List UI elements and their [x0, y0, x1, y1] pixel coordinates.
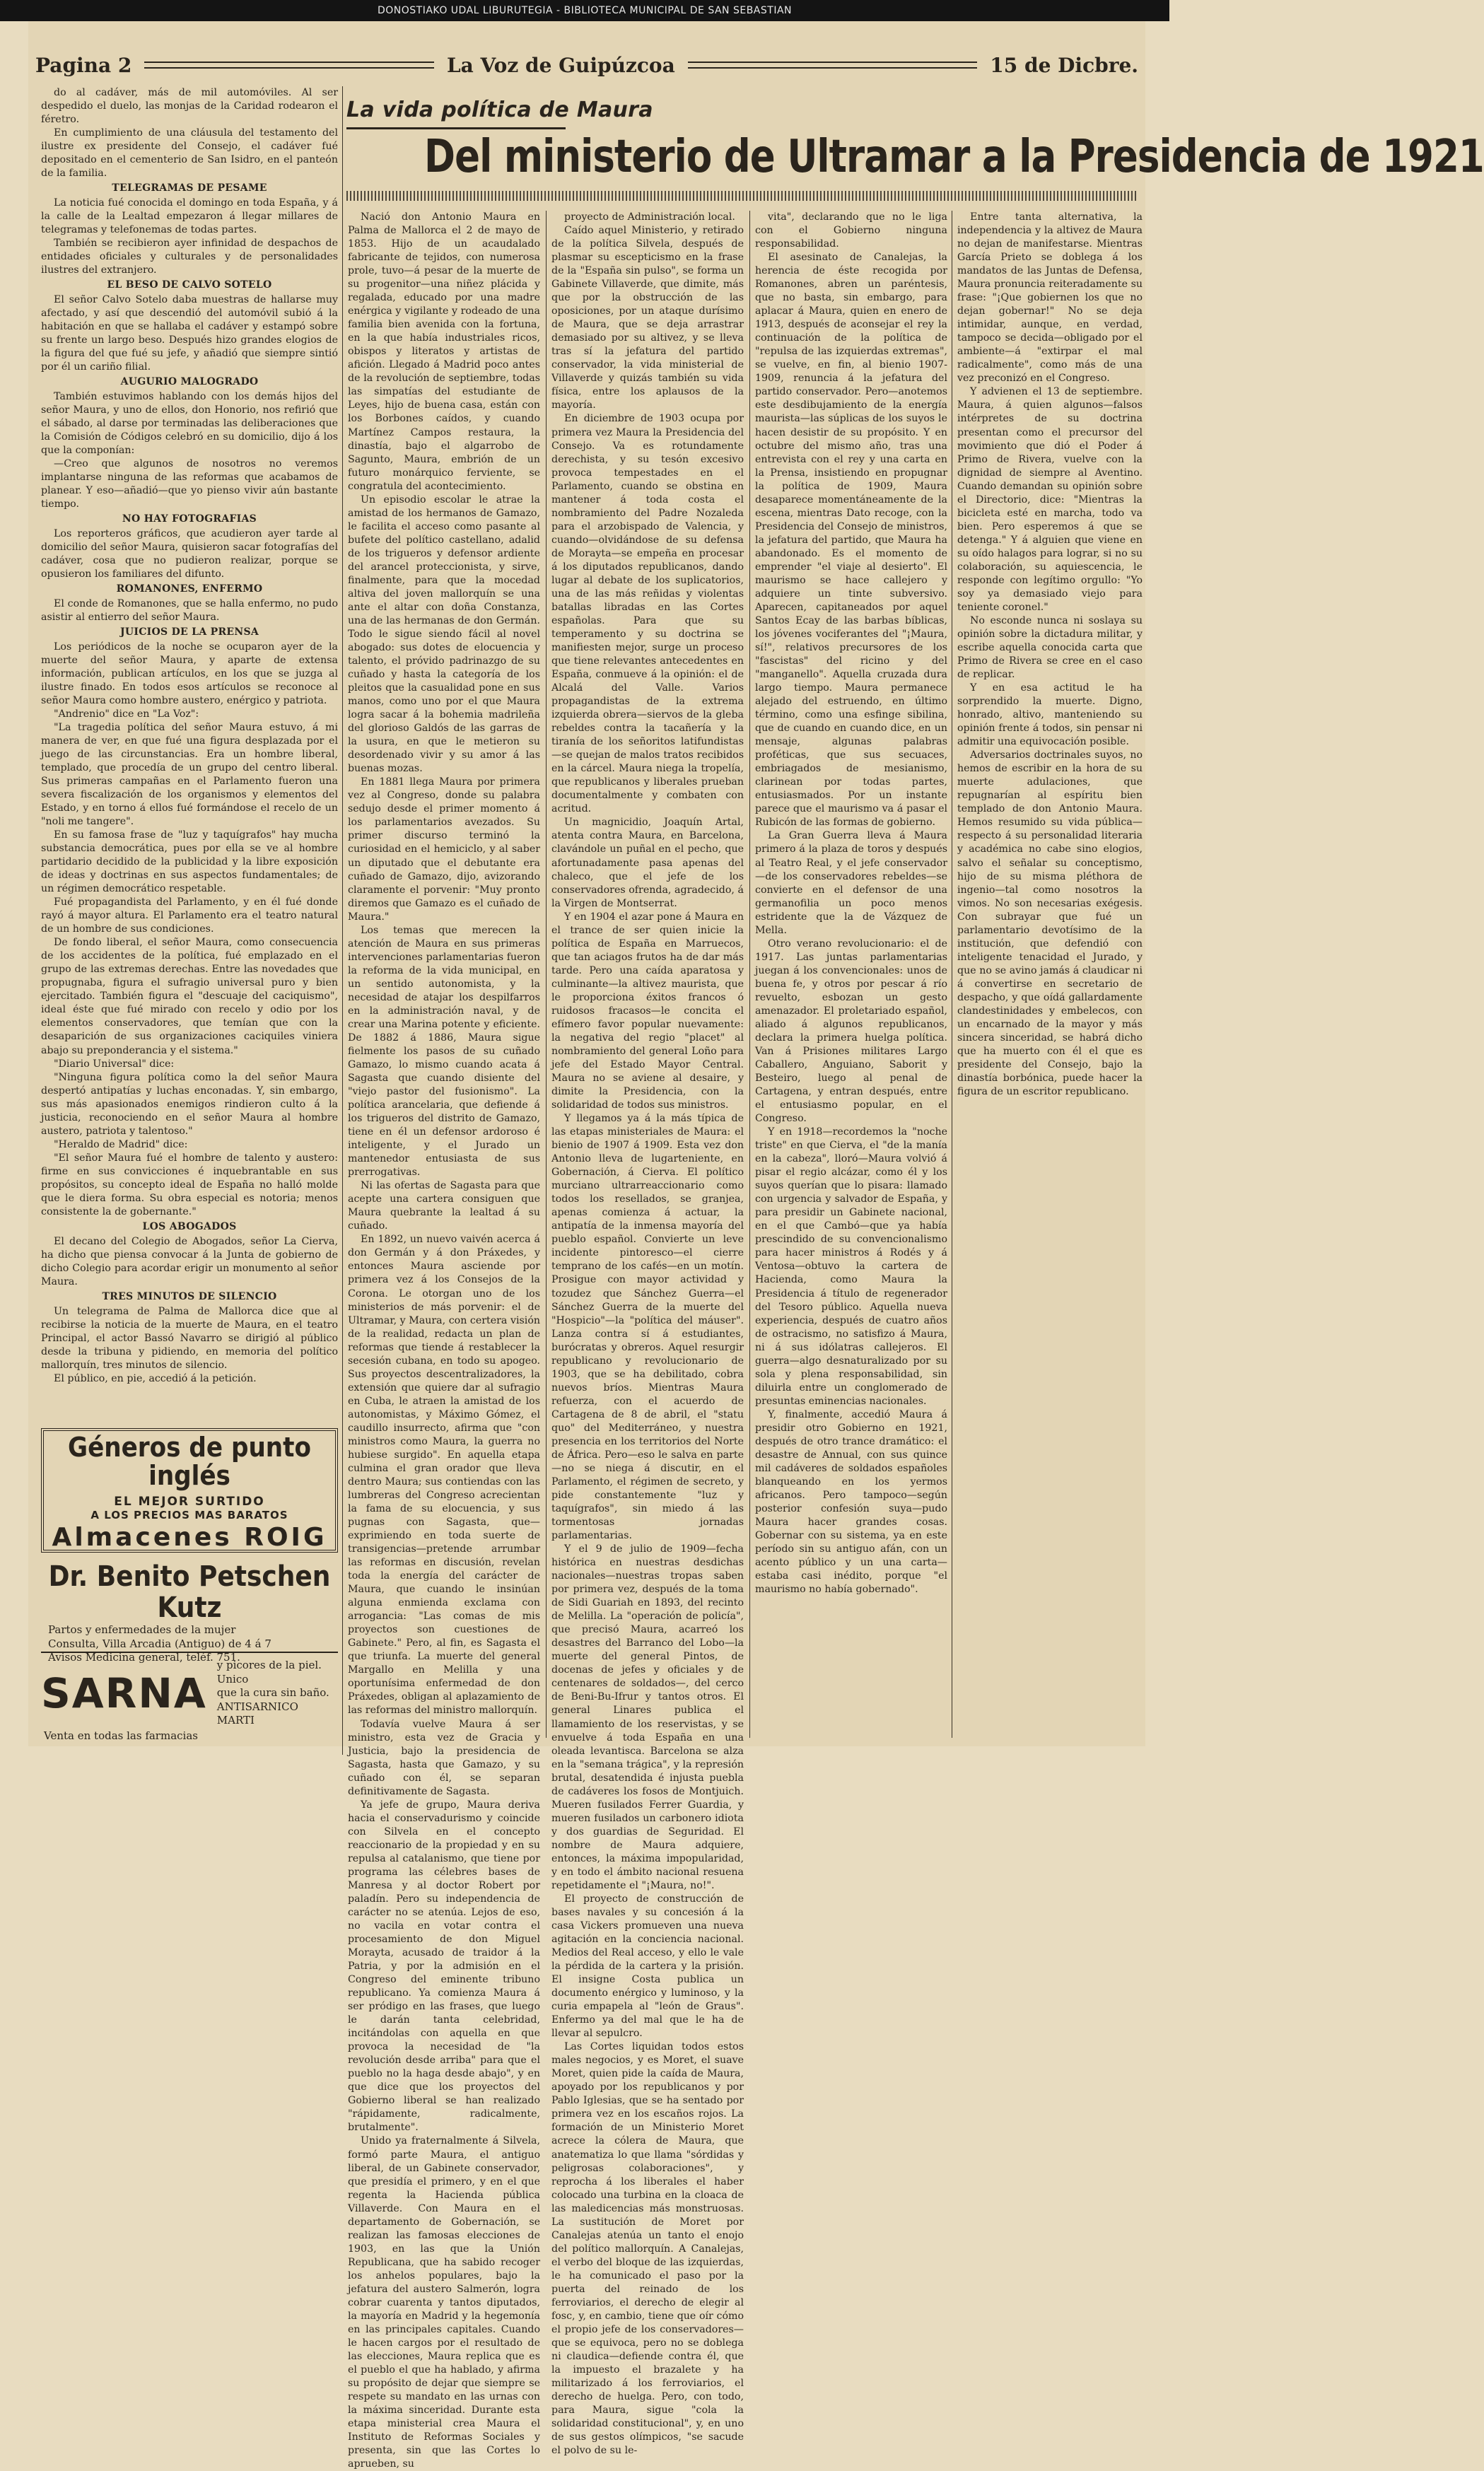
doctor-line: Consulta, Villa Arcadia (Antiguo) de 4 á 7 — [48, 1637, 271, 1650]
paragraph: Y el 9 de julio de 1909—fecha histórica en nuestras desdichas nacionales—nuestras tropas saben por primera vez, después de la toma de Sidi Guariah en 1893, del recinto de Melilla. La "operación de policía", que precisó Maura, acarreó los desastres del Barranco del Lobo—la muerte del general Pintos, de docenas de jefes y oficiales y de centenares de soldados—, del cerco de Beni-Bu-Ifrur y tantos otros. El general Linares publica el llamamiento de los reservistas, y se envuelve á toda España en una oleada levantisca. Barcelona se alza en la "semana trágica", y la represión brutal, desatendida é injusta puebla de cadáveres los fosos de Montjuich. Mueren fusilados Ferrer Guardia, y mueren fusilados un carbonero idiota y dos guardias de Seguridad. El nombre de Maura adquiere, entonces, la máxima impopularidad, y en todo el ámbito nacional resuena repetidamente el "¡Maura, no!". — [551, 1543, 744, 1891]
section-heading: LOS ABOGADOS — [142, 1220, 237, 1232]
paragraph: El señor Calvo Sotelo daba muestras de hallarse muy afectado, y así que descendió del automóvil subió á la habitación en que se hallaba el cadáver y estampó sobre su frente un largo beso. Después hizo grandes elogios de la figura del que fué su jefe, y añadió que siempre sintió por él un cariño filial. — [41, 293, 338, 373]
paragraph: Y en 1918—recordemos la "noche triste" en que Cierva, el "de la manía en la cabeza", lloró—Maura volvió á pisar el regio alcázar, como él y los suyos querían que lo pisara: llamado con urgencia y salvador de España, y para presidir un Gabinete nacional, en el que Cambó—que ya había prescindido de su convencionalismo para hacer ministros á Rodés y á Ventosa—obtuvo la cartera de Hacienda, como Maura la Presidencia á título de regenerador del Tesoro público. Aquella nueva experiencia, después de cuatro años de ostracismo, no satisfizo á Maura, ni á sus idólatras callejeros. El guerra—algo desnaturalizado por su sola y plena responsabilidad, sin diluirla entre un conglomerado de presuntas eminencias nacionales. — [755, 1126, 947, 1407]
section-heading: NO HAY FOTOGRAFIAS — [122, 513, 257, 525]
paragraph: Unido ya fraternalmente á Silvela, formó parte Maura, el antiguo liberal, de un Gabinete conservador, que presidía el primero, y en el que regenta la Hacienda pública Villaverde. Con Maura en el departamento de Gobernación, se realizan las famosas elecciones de 1903, en las que la Unión Republicana, que ha sabido recoger los anhelos populares, bajo la jefatura del austero Salmerón, logra cobrar cuarenta y tantos diputados, la mayoría en Madrid y la hegemonía en las principales capitales. Cuando le hacen cargos por el resultado de las elecciones, Maura replica que es el pueblo el que ha hablado, y afirma su propósito de dejar que siempre se respete su mandato en las urnas con la máxima sinceridad. Durante esta etapa ministerial crea Maura el Instituto de Reformas Sociales y presenta, sin que las Cortes lo aprueben, su — [348, 2135, 540, 2470]
paragraph: Los temas que merecen la atención de Maura en sus primeras intervenciones parlamentarias fueron la reforma de la vida municipal, en un sentido autonomista, y la necesidad de atajar los despilfarros en la administración naval, y de crear una Marina potente y eficiente. De 1882 á 1886, Maura sigue fielmente los pasos de su cuñado Gamazo, lo mismo cuando acata á Sagasta que cuando disiente del "viejo pastor del fusionismo". La política arancelaria, que defiende á los trigueros del distrito de Gamazo, tiene en él un defensor ardoroso é inteligente, y el Jurado un mantenedor entusiasta de sus prerrogativas. — [348, 924, 540, 1179]
paragraph: Y llegamos ya á la más típica de las etapas ministeriales de Maura: el bienio de 1907 á 1909. Esta vez don Antonio lleva de lugarteniente, en Gobernación, á Cierva. El político murciano ultrarreaccionario como todos los resellados, se granjea, apenas comienza á actuar, la antipatía de la inmensa mayoría del pueblo español. Convierte un leve incidente pintoresco—el cierre temprano de los cafés—en un motín. Prosigue con mayor actividad y tozudez que Sánchez Guerra—el Sánchez Guerra de la muerte del "Hospicio"—la "política del máuser". Lanza contra sí á estudiantes, burócratas y obreros. Aquel resurgir republicano y revolucionario de 1903, que se ha debilitado, cobra nuevos bríos. Mientras Maura refuerza, con el acuerdo de Cartagena de 8 de abril, el "statu quo" del Mediterráneo, y nuestra presencia en los territorios del Norte de África. Pero—eso le salva en parte—no se niega á discutir, en el Parlamento, el régimen de secreto, y pide constantemente "luz y taquígrafos", sin miedo á las tormentosas jornadas parlamentarias. — [551, 1113, 744, 1542]
article-column-4 — [957, 211, 1143, 1738]
article-headline: Del ministerio de Ultramar a la Presidencia de 1921 — [424, 131, 1484, 183]
paragraph: También estuvimos hablando con los demás hijos del señor Maura, y uno de ellos, don Honorio, nos refirió que el sábado, al darse por terminadas las deliberaciones que la Comisión de Códigos celebró en su domicilio, dijo á los que la componían: — [41, 390, 338, 456]
advert-doctor — [41, 1560, 338, 1664]
paragraph: "Ninguna figura política como la del señor Maura despertó antipatías y luchas enconadas. Y, sin embargo, sus más apasionados enemigos rindieron culto á la justicia, reconociendo en el señor Maura al hombre austero, patriota y talentoso." — [41, 1071, 338, 1137]
left-column-article — [41, 86, 338, 1415]
section-heading: TRES MINUTOS DE SILENCIO — [102, 1290, 277, 1302]
doctor-line: Partos y enfermedades de la mujer — [48, 1623, 236, 1636]
paragraph: Los periódicos de la noche se ocuparon ayer de la muerte del señor Maura, y aparte de extensa información, publican artículos, en los que se juzga al ilustre finado. En todos esos artículos se reconoce al señor Maura como hombre austero, enérgico y patriota. — [41, 641, 338, 706]
paragraph: proyecto de Administración local. — [564, 211, 735, 223]
newspaper-page — [28, 21, 1484, 2470]
paragraph: "Andrenio" dice en "La Voz": — [54, 708, 199, 720]
paragraph: En 1881 llega Maura por primera vez al Congreso, donde su palabra sedujo desde el primer momento á los parlamentarios avezados. Su primer discurso terminó la curiosidad en el hemiciclo, y al saber un diputado que el debutante era cuñado de Gamazo, dijo, avizorando claramente el porvenir: "Muy pronto diremos que Gamazo es el cuñado de Maura." — [348, 776, 540, 923]
paragraph: Un telegrama de Palma de Mallorca dice que al recibirse la noticia de la muerte de Maura, en el teatro Principal, el actor Bassó Navarro se dirigió al público desde la tribuna y pidiendo, en memoria del político mallorquín, tres minutos de silencio. — [41, 1305, 338, 1371]
paragraph: La noticia fué conocida el domingo en toda España, y á la calle de la Lealtad empezaron á llegar millares de telegramas y telefonemas de todas partes. — [41, 197, 338, 236]
advert-line: que la cura sin baño. — [216, 1686, 329, 1699]
paragraph: Y, finalmente, accedió Maura á presidir otro Gobierno en 1921, después de otro trance dramático: el desastre de Annual, con sus quince mil cadáveres de soldados españoles blanqueando en los yermos africanos. Pero tampoco—según posterior confesión suya—pudo Maura hacer grandes cosas. Gobernar con su sistema, ya en este período sin su antiguo afán, con un acento público y un una carta—estaba casi inédito, porque "el maurismo no había gobernado". — [755, 1408, 947, 1596]
paragraph: Las Cortes liquidan todos estos males negocios, y es Moret, el suave Moret, quien pide la caída de Maura, apoyado por los republicanos y por Pablo Iglesias, que se ha sentado por primera vez en los escaños rojos. La formación de un Ministerio Moret acrece la cólera de Maura, que anatematiza lo que llama "sórdidas y peligrosas colaboraciones", y reprocha á los liberales el haber colocado una turbina en la cloaca de las maledicencias más monstruosas. La sustitución de Moret por Canalejas atenúa un tanto el enojo del político mallorquín. A Canalejas, el verbo del bloque de las izquierdas, le ha comunicado el paso por la puerta del reinado de los ferroviarios, el derecho de elegir al fosc, y, en cambio, tiene que oír cómo el propio jefe de los conservadores—que se equivoca, pero no se doblega ni claudica—defiende contra él, que la impuesto el brazalete y ha militarizado á los ferroviarios, el derecho de huelga. Pero, con todo, para Maura, sigue "cola la solidaridad constitucional", y, en uno de sus gestos olímpicos, "se sacude el polvo de su le- — [551, 2041, 744, 2457]
paragraph: El conde de Romanones, que se halla enfermo, no pudo asistir al entierro del señor Maura. — [41, 597, 338, 623]
section-heading: TELEGRAMAS DE PESAME — [112, 182, 267, 194]
advert-title: Géneros de punto inglés — [68, 1432, 311, 1491]
paragraph: De fondo liberal, el señor Maura, como consecuencia de los accidentes de la política, fué emplazado en el grupo de las extremas derechas. Entre las novedades que propugnaba, figura el sufragio universal puro y bien ejercitado. También figura el "descuaje del caciquismo", ideal éste que fué mirado con recelo y odio por los elementos conservadores, que temían que con la desaparición de sus organizaciones caciquiles viniera abajo su preponderancia y el sistema." — [41, 937, 338, 1056]
column-rule — [342, 86, 343, 1755]
paragraph: Los reporteros gráficos, que acudieron ayer tarde al domicilio del señor Maura, quisieron sacar fotografías del cadáver, cosa que no pudieron realizar, porque se opusieron los familiares del difunto. — [41, 527, 338, 580]
advert-store-name: Almacenes ROIG — [52, 1522, 327, 1552]
paragraph: Caído aquel Ministerio, y retirado de la política Silvela, después de plasmar su escepticismo en la frase de la "España sin pulso", se forma un Gabinete Villaverde, que dimite, más que por la obstrucción de las oposiciones, por un ataque durísimo de Maura, que se deja arrastrar demasiado por su altivez, y se lleva tras sí la jefatura del partido conservador, la vida ministerial de Villaverde y quizás también su vida física, entre los aplausos de la mayoría. — [551, 225, 744, 411]
section-heading: JUICIOS DE LA PRENSA — [119, 626, 259, 638]
masthead-rule — [688, 62, 978, 69]
paragraph: Todavía vuelve Maura á ser ministro, esta vez de Gracia y Justicia, bajo la presidencia de Sagasta, hasta que Gamazo, y su cuñado con él, se separan definitivamente de Sagasta. — [348, 1718, 540, 1797]
paragraph: "Diario Universal" dice: — [54, 1058, 175, 1070]
paragraph: —Creo que algunos de nosotros no veremos implantarse ninguna de las reformas que acabamos de planear. Y eso—añadió—que yo pienso vivir aún bastante tiempo. — [41, 458, 338, 510]
paragraph: El proyecto de construcción de bases navales y su concesión á la casa Vickers promueven una nueva agitación en la conciencia nacional. Medios del Real acceso, y ello le vale la pérdida de la cartera y la prisión. El insigne Costa publica un documento enérgico y luminoso, y la curia empapela al "león de Graus". Enfermo ya del mal que le ha de llevar al sepulcro. — [551, 1893, 744, 2040]
paragraph: Fué propagandista del Parlamento, y en él fué donde rayó á mayor altura. El Parlamento era el teatro natural de un hombre de sus condiciones. — [41, 896, 338, 935]
paragraph: Nació don Antonio Maura en Palma de Mallorca el 2 de mayo de 1853. Hijo de un acaudalado fabricante de tejidos, con numerosa prole, tuvo—á pesar de la muerte de su progenitor—una niñez plácida y regalada, educado por una madre enérgica y vigilante y rodeado de una familia bien avenida con la fortuna, en la que había industriales ricos, obispos y literatos y artistas de afición. Llegado á Madrid poco antes de la revolución de septiembre, todas las simpatías del estudiante de Leyes, hijo de buena casa, están con los Borbones caídos, y cuando Martínez Campos restaura, la dinastía, bajo el algarrobo de Sagunto, Maura, embrión de un futuro monárquico ferviente, se congratula del acontecimiento. — [348, 211, 540, 492]
column-rule — [749, 211, 750, 1738]
paragraph: En su famosa frase de "luz y taquígrafos" hay mucha substancia democrática, pues por ella se ve al hombre partidario decidido de la publicidad y la libre exposición de ideas y doctrinas en sus aspectos fundamentales; de un régimen democrático respetable. — [41, 829, 338, 895]
advert-title: SARNA — [41, 1669, 207, 1717]
advert-line: EL MEJOR SURTIDO — [114, 1494, 265, 1509]
paragraph: vita", declarando que no le liga con el Gobierno ninguna responsabilidad. — [755, 211, 947, 250]
article-kicker: La vida política de Maura — [346, 98, 653, 122]
paragraph: Y en esa actitud le ha sorprendido la muerte. Digno, honrado, altivo, manteniendo su opinión frente á todos, sin pensar ni admitir una equivocación posible. — [957, 682, 1143, 748]
kicker-underline — [346, 127, 566, 129]
paragraph: Ni las ofertas de Sagasta para que acepte una cartera consiguen que Maura quebrante la lealtad á su cuñado. — [348, 1180, 540, 1232]
section-heading: ROMANONES, ENFERMO — [116, 583, 263, 595]
paragraph: En diciembre de 1903 ocupa por primera vez Maura la Presidencia del Consejo. Va es rotundamente derechista, y su tesón excesivo provoca tempestades en el Parlamento, cuando se obstina en mantener á toda costa el nombramiento del Padre Nozaleda para el arzobispado de Valencia, y cuando—olvidándose de su defensa de Morayta—se empeña en procesar á los diputados republicanos, dando lugar al debate de los suplicatorios, una de las más reñidas y violentas batallas libradas en las Cortes españolas. Para que su temperamento y su doctrina se manifiesten mejor, surge un proceso que tiene relevantes antecedentes en España, conmueve á la opinión: el de Alcalá del Valle. Varios propagandistas de la extrema izquierda obrera—siervos de la gleba rebeldes contra la tacañería y la tiranía de los señoritos latifundistas—se quejan de malos tratos recibidos en la cárcel. Maura niega la tropelía, que republicanos y liberales prueban documentalmente y combaten con acritud. — [551, 413, 744, 815]
paragraph: Ya jefe de grupo, Maura deriva hacia el conservadurismo y coincide con Silvela en el concepto reaccionario de la propiedad y en su repulsa al catalanismo, que tiene por programa las célebres bases de Manresa y al doctor Robert por paladín. Pero su independencia de carácter no se atenúa. Lejos de eso, no vacila en votar contra el procesamiento de don Miguel Morayta, acusado de traidor á la Patria, y por la admisión en el Congreso del eminente tribuno republicano. Ya comienza Maura á ser pródigo en las frases, que luego le darán tanta celebridad, incitándolas con aquella en que provoca la necesidad de "la revolución desde arriba" para que el pueblo no la haga desde abajo", y en que dice que los proyectos del Gobierno liberal se han realizado "rápidamente, radicalmente, brutalmente". — [348, 1799, 540, 2134]
paragraph: Un episodio escolar le atrae la amistad de los hermanos de Gamazo, le facilita el acceso como pasante al bufete del político castellano, adalid de los trigueros y defensor ardiente del arancel proteccionista, y sirve, finalmente, para que la mocedad altiva del joven mallorquín se una ante el altar con doña Constanza, una de las hermanas de don Germán. Todo le sigue siendo fácil al novel abogado: sus dotes de elocuencia y talento, el próvido padrinazgo de su cuñado y hasta la categoría de los pleitos que la casualidad pone en sus manos, como uno por el que Maura logra sacar á la bohemia madrileña del glorioso Galdós de las garras de la usura, en que le metieron su desordenado vivir y su amor á las buenas mozas. — [348, 493, 540, 775]
paragraph: Otro verano revolucionario: el de 1917. Las juntas parlamentarias juegan á los convencionales: unos de buena fe, y otros por pescar á río revuelto, esbozan un gesto amenazador. El proletariado español, aliado á algunos republicanos, declara la primera huelga política. Van á Prisiones militares Largo Caballero, Anguiano, Saborit y Besteiro, luego al penal de Cartagena, y entran después, entre el entusiasmo popular, en el Congreso. — [755, 937, 947, 1125]
paragraph: Entre tanta alternativa, la independencia y la altivez de Maura no dejan de manifestarse. Mientras García Prieto se doblega á los mandatos de las Juntas de Defensa, Maura pronuncia reiteradamente su frase: "¡Que gobiernen los que no dejan gobernar!" No se deja intimidar, aunque, en verdad, tampoco se decida—obligado por el ambiente—á "extirpar el mal radicalmente", como más de una vez preconizó en el Congreso. — [957, 211, 1143, 385]
advert-line: ANTISARNICO MARTI — [216, 1700, 298, 1727]
doctor-name: Dr. Benito Petschen Kutz — [48, 1560, 331, 1624]
section-heading: EL BESO DE CALVO SOTELO — [107, 279, 272, 291]
section-heading: AUGURIO MALOGRADO — [120, 376, 259, 388]
masthead — [35, 49, 1138, 81]
archive-source-bar: DONOSTIAKO UDAL LIBURUTEGIA - BIBLIOTECA MUNICIPAL DE SAN SEBASTIAN — [0, 0, 1169, 21]
masthead-rule — [144, 62, 434, 69]
paragraph: Un magnicidio, Joaquín Artal, atenta contra Maura, en Barcelona, clavándole un puñal en el pecho, que afortunadamente pasa apenas del chaleco, que el jefe de los conservadores ofrenda, agradecido, á la Virgen de Montserrat. — [551, 817, 744, 909]
advert-sarna — [41, 1659, 338, 1742]
issue-date: 15 de Dicbre. — [990, 53, 1139, 77]
paragraph: Y advienen el 13 de septiembre. Maura, á quien algunos—falsos intérpretes de su doctrina presentan como el precursor del movimiento que dió el Poder á Primo de Rivera, vuelve con la dignidad de siempre al Aventino. Cuando demandan su opinión sobre el Directorio, dice: "Mientras la bicicleta esté en marcha, todo va bien. Pero esperemos á que se detenga." Y á alguien que viene en su oído halagos para lograr, si no su colaboración, su aquiescencia, le responde con legítimo orgullo: "Yo soy ya demasiado viejo para teniente coronel." — [957, 386, 1143, 613]
doctor-line: Avisos Medicina general, teléf. 751. — [48, 1651, 240, 1664]
paragraph: Adversarios doctrinales suyos, no hemos de escribir en la hora de su muerte adulaciones, que repugnarían al espíritu bien templado de don Antonio Maura. Hemos resumido su vida pública—respecto á su personalidad literaria y académica no cabe sino elogios, salvo el señalar su conceptismo, hijo de su misma pléthora de ingenio—tal como nosotros la vimos. No son necesarias exégesis. Con subrayar que fué un parlamentario devotísimo de la institución, que defendió con inteligente tenacidad el Jurado, y que no se avino jamás á claudicar ni á convertirse en secretario de despacho, y que oídá gallardamente clandestinidades y embelecos, con un encarnado de la mayor y más sincera sinceridad, se habrá dicho que ha muerto con él el que es presidente del Consejo, bajo la dinastía borbónica, puede hacer la figura de un escritor republicano. — [957, 749, 1143, 1098]
paragraph: En 1892, un nuevo vaivén acerca á don Germán y á don Práxedes, y entonces Maura asciende por primera vez á los Consejos de la Corona. Le otorgan uno de los ministerios de más porvenir: el de Ultramar, y Maura, con certera visión de la realidad, redacta un plan de reformas que tiende á restablecer la secesión cubana, en todo su apogeo. Sus proyectos descentralizadores, la extensión que quiere dar al sufragio en Cuba, le atraen la amistad de los autonomistas, y Máximo Gómez, el caudillo insurrecto, afirma que "con ministros como Maura, la guerra no hubiese surgido". En aquella etapa culmina el gran orador que lleva dentro Maura; sus contiendas con las lumbreras del Congreso acrecientan la fama de su elocuencia, y sus pugnas con Sagasta, que—exprimiendo en toda suerte de transigencias—pretende arrumbar las reformas en discusión, revelan toda la energía del carácter de Maura, que cuando le insinúan alguna enmienda exclama con arrogancia: "Las comas de mis proyectos son cuestiones de Gabinete." Pero, al fin, es Sagasta el que triunfa. La muerte del general Margallo en Melilla y una oportunísima enfermedad de don Práxedes, obligan al aplazamiento de las reformas del ministro mallorquín. — [348, 1234, 540, 1717]
paragraph: También se recibieron ayer infinidad de despachos de entidades oficiales y culturales y de personalidades ilustres del extranjero. — [41, 238, 338, 276]
column-rule — [546, 211, 547, 1738]
headline-rule — [346, 191, 1138, 201]
newspaper-name: La Voz de Guipúzcoa — [446, 53, 675, 77]
paragraph: La Gran Guerra lleva á Maura primero á la plaza de toros y después al Teatro Real, y el jefe conservador—de los conservadores rebeldes—se convierte en el defensor de una germanofilia un poco menos estridente que la de Vázquez de Mella. — [755, 830, 947, 936]
paragraph: En cumplimiento de una cláusula del testamento del ilustre ex presidente del Consejo, el cadáver fué depositado en el cementerio de San Isidro, en el panteón de la familia. — [41, 127, 338, 180]
paragraph: El decano del Colegio de Abogados, señor La Cierva, ha dicho que piensa convocar á la Junta de gobierno de dicho Colegio para acordar erigir un monumento al señor Maura. — [41, 1235, 338, 1287]
advert-line: A LOS PRECIOS MAS BARATOS — [90, 1508, 288, 1521]
page-number: Pagina 2 — [35, 53, 132, 77]
advert-line: y picores de la piel. Unico — [216, 1659, 322, 1686]
article-column-1 — [348, 211, 540, 2470]
paragraph: Y en 1904 el azar pone á Maura en el trance de ser quien inicie la política de España en Marruecos, que tan aciagos frutos ha de dar más tarde. Pero una caída aparatosa y culminante—la altivez maurista, que le proporciona éxitos francos ó ruidosos fracasos—le concita el efímero favor popular nuevamente: la negativa del regio "placet" al nombramiento del general Loño para jefe del Estado Mayor Central. Maura no se aviene al desaire, y dimite la Presidencia, con la solidaridad de todos sus ministros. — [551, 911, 744, 1111]
advert-generos-de-punto — [41, 1428, 338, 1553]
article-column-3 — [755, 211, 947, 1738]
paragraph: do al cadáver, más de mil automóviles. Al ser despedido el duelo, las monjas de la Caridad rodearon el féretro. — [41, 87, 338, 126]
paragraph: El asesinato de Canalejas, la herencia de éste recogida por Romanones, abren un paréntesis, que no basta, sin embargo, para aplacar á Maura, quien en enero de 1913, después de aconsejar el rey la continuación de la política de "repulsa de las izquierdas extremas", se vuelve, en fin, al bienio 1907-1909, renuncia á la jefatura del partido conservador. Pero—anotemos este desdibujamiento de la energía maurista—las súplicas de los suyos le hacen desistir de su propósito. Y en octubre del mismo año, tras una entrevista con el rey y una carta en la Prensa, insistiendo en propugnar la política de 1909, Maura desaparece momentáneamente de la escena, mientras Dato recoge, con la Presidencia del Consejo de ministros, la jefatura del partido, que Maura ha abandonado. Es el momento de emprender "el viaje al desierto". El maurismo se hace callejero y adquiere un tinte subversivo. Aparecen, capitaneados por aquel Santos Ecay de las barbas bíblicas, los jóvenes vociferantes del "¡Maura, sí!", relativos precursores de los "fascistas" del ricino y del "manganello". Aquella cruzada dura largo tiempo. Maura permanece alejado del estruendo, en último término, como una esfinge sibilina, que de cuando en cuando dice, en un mensaje, algunas palabras proféticas, que sus secuaces, embriagados de mesianismo, clarinean por todas partes, entusiasmados. Por un instante parece que el maurismo va á pasar el Rubicón de las formas de gobierno. — [755, 252, 947, 829]
paragraph: "La tragedia política del señor Maura estuvo, á mi manera de ver, en que fué una figura desplazada por el juego de las circunstancias. Era un hombre liberal, templado, que procedía de un grupo del centro liberal. Sus primeras campañas en el Parlamento fueron una severa fiscalización de los organismos y elementos del Estado, y en torno á ellos fué formándose el recelo de un "noli me tangere". — [41, 721, 338, 827]
article-column-2 — [551, 211, 744, 2457]
paragraph: "Heraldo de Madrid" dice: — [54, 1138, 188, 1150]
paragraph: El público, en pie, accedió á la petición. — [54, 1372, 257, 1384]
advert-footnote: Venta en todas las farmacias — [44, 1729, 198, 1742]
paragraph: No esconde nunca ni soslaya su opinión sobre la dictadura militar, y escribe aquella conocida carta que Primo de Rivera se cree en el caso de replicar. — [957, 614, 1143, 681]
paragraph: "El señor Maura fué el hombre de talento y austero: firme en sus convicciones é inquebrantable en sus propósitos, su concepto ideal de España no halló molde que le diera forma. Su obra especial es notoria; menos consistente la de gobernante." — [41, 1152, 338, 1217]
